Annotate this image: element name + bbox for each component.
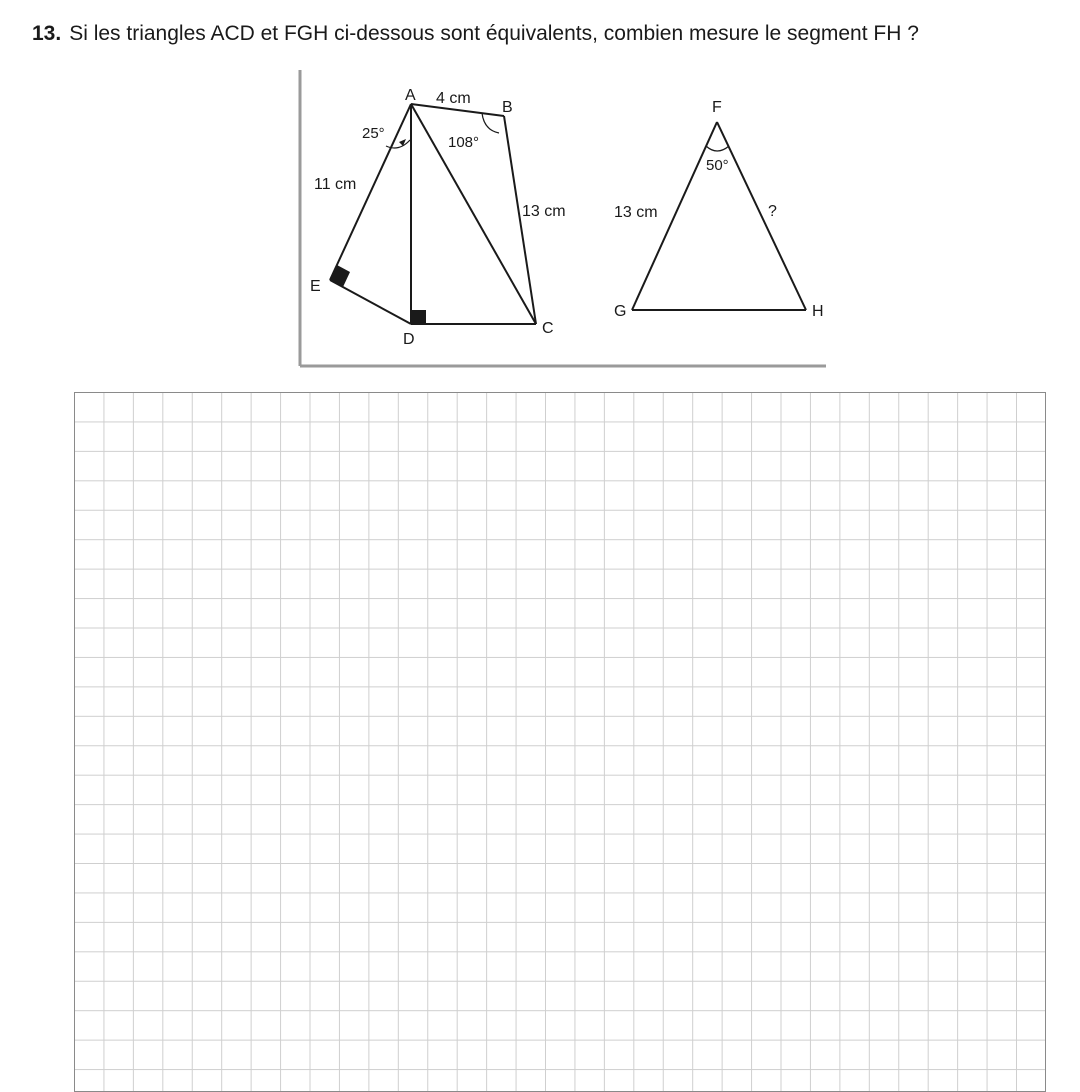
angle-arc-f (706, 146, 729, 151)
length-bc-label: 13 cm (522, 203, 566, 220)
point-e-label: E (310, 278, 321, 295)
point-a-label: A (405, 87, 416, 104)
point-g-label: G (614, 303, 627, 320)
length-fh-label: ? (768, 203, 777, 220)
triangle-fgh-shape (632, 122, 806, 310)
figure-svg (296, 66, 828, 370)
right-angle-d-icon (412, 310, 426, 324)
segment-fh (717, 122, 806, 310)
point-b-label: B (502, 99, 513, 116)
point-c-label: C (542, 320, 554, 337)
angle-ead-label: 25° (362, 125, 385, 142)
quadrilateral-shape (330, 104, 536, 324)
geometry-figure (296, 66, 828, 370)
answer-grid[interactable] (74, 392, 1046, 1092)
length-fg-label: 13 cm (614, 204, 658, 221)
point-d-label: D (403, 331, 415, 348)
question-text: Si les triangles ACD et FGH ci-dessous sont équivalents, combien mesure le segment FH ? (69, 22, 919, 45)
angle-f-label: 50° (706, 157, 729, 174)
angle-abc-label: 108° (448, 134, 480, 151)
question-13 (32, 20, 1062, 48)
point-f-label: F (712, 99, 722, 116)
length-ab-label: 4 cm (436, 90, 471, 107)
question-number: 13. (32, 22, 62, 45)
length-ae-label: 11 cm (314, 176, 357, 193)
segment-bc (504, 116, 536, 324)
segment-ed (330, 280, 411, 324)
right-angle-e-icon (330, 265, 350, 287)
angle-arc-ead (386, 140, 410, 148)
point-h-label: H (812, 303, 824, 320)
